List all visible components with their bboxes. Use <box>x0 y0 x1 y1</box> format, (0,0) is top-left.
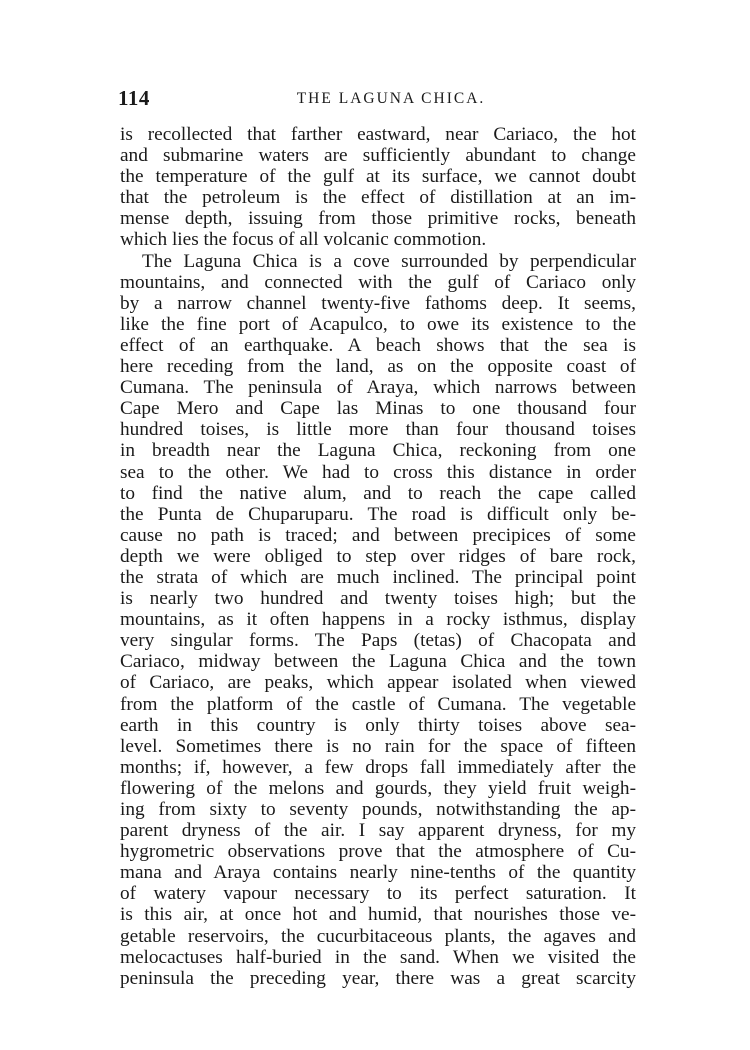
text-line: parent dryness of the air. I say apparent dryness, for my <box>120 820 636 842</box>
text-line: in breadth near the Laguna Chica, reckoning from one <box>120 440 636 462</box>
text-line: mense depth, issuing from those primitive rocks, beneath <box>120 208 636 230</box>
text-line: earth in this country is only thirty toises above sea- <box>120 714 636 736</box>
text-line: is this air, at once hot and humid, that nourishes those ve- <box>120 904 636 926</box>
text-line: to find the native alum, and to reach the cape called <box>120 482 636 504</box>
body-text <box>120 124 636 989</box>
text-line: months; if, however, a few drops fall immediately after the <box>120 756 636 778</box>
text-line: ing from sixty to seventy pounds, notwithstanding the ap- <box>120 799 636 820</box>
text-line: is recollected that farther eastward, near Cariaco, the hot <box>120 124 636 145</box>
text-line: from the platform of the castle of Cumana. The vegetable <box>120 693 636 715</box>
text-line: melocactuses half-buried in the sand. When we visited the <box>120 946 636 968</box>
text-line: level. Sometimes there is no rain for the space of fifteen <box>120 735 636 757</box>
text-line: Cape Mero and Cape las Minas to one thousand four <box>120 398 636 420</box>
text-line: here receding from the land, as on the opposite coast of <box>120 356 636 378</box>
text-line: by a narrow channel twenty-five fathoms deep. It seems, <box>120 292 636 314</box>
text-line: peninsula the preceding year, there was a great scarcity <box>120 967 636 989</box>
text-line: the Punta de Chuparuparu. The road is difficult only be- <box>120 503 636 525</box>
text-line: like the fine port of Acapulco, to owe its existence to the <box>120 313 636 335</box>
text-line: sea to the other. We had to cross this distance in order <box>120 461 636 483</box>
text-line: and submarine waters are sufficiently abundant to change <box>120 145 636 167</box>
text-line: Cumana. The peninsula of Araya, which narrows between <box>120 377 636 399</box>
text-line: flowering of the melons and gourds, they yield fruit weigh- <box>120 777 636 799</box>
text-line: hundred toises, is little more than four thousand toises <box>120 419 636 441</box>
text-line: Cariaco, midway between the Laguna Chica and the town <box>120 651 636 673</box>
text-line: is nearly two hundred and twenty toises high; but the <box>120 588 636 610</box>
text-line: the strata of which are much inclined. The principal point <box>120 566 636 588</box>
text-line: effect of an earthquake. A beach shows that the sea is <box>120 334 636 356</box>
paragraph-continuation <box>120 124 636 251</box>
text-line: The Laguna Chica is a cove surrounded by perpendicular <box>142 250 636 272</box>
text-line: mountains, and connected with the gulf of Cariaco only <box>120 271 636 293</box>
page-number: 114 <box>118 86 150 110</box>
text-line: mana and Araya contains nearly nine-tenths of the quantity <box>120 862 636 884</box>
text-line: hygrometric observations prove that the atmosphere of Cu- <box>120 841 636 863</box>
text-line: cause no path is traced; and between precipices of some <box>120 524 636 546</box>
text-line: mountains, as it often happens in a rocky isthmus, display <box>120 609 636 631</box>
text-line: getable reservoirs, the cucurbitaceous plants, the agaves and <box>120 925 636 947</box>
running-head <box>118 86 638 116</box>
text-line: depth we were obliged to step over ridges of bare rock, <box>120 545 636 567</box>
paragraph-laguna-chica <box>120 251 636 989</box>
running-title: THE LAGUNA CHICA. <box>296 90 486 107</box>
text-line: that the petroleum is the effect of distillation at an im- <box>120 187 636 209</box>
text-line: which lies the focus of all volcanic commotion. <box>120 229 487 251</box>
text-line: of Cariaco, are peaks, which appear isolated when viewed <box>120 672 636 694</box>
text-line: of watery vapour necessary to its perfect saturation. It <box>120 883 636 905</box>
text-line: very singular forms. The Paps (tetas) of Chacopata and <box>120 630 636 652</box>
text-line: the temperature of the gulf at its surface, we cannot doubt <box>120 166 636 188</box>
